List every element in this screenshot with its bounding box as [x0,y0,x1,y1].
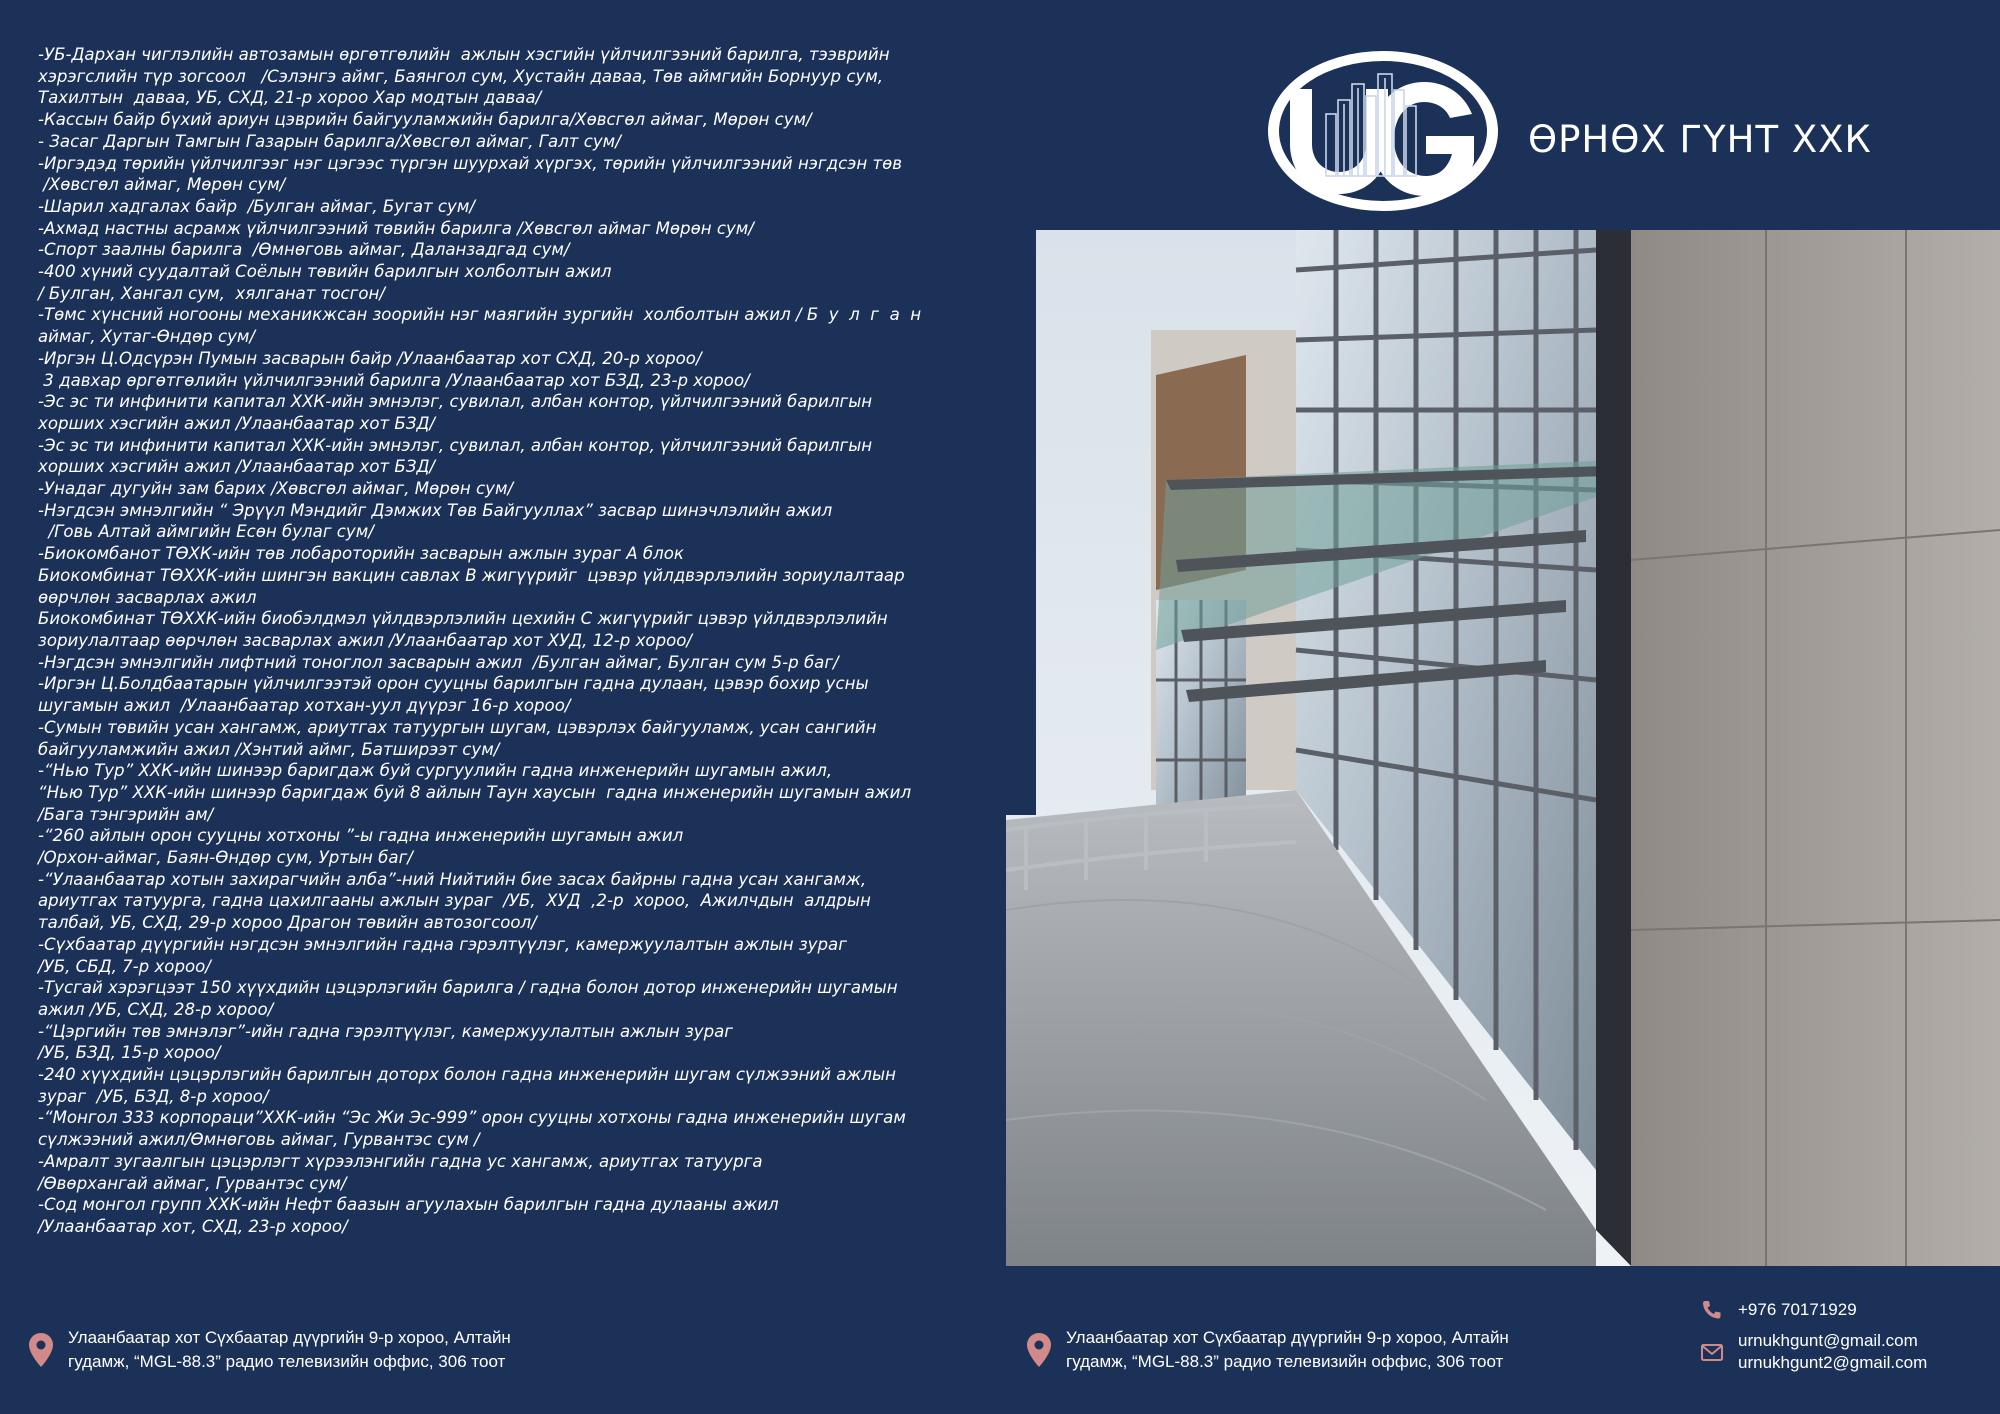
project-line: -“Улаанбаатар хотын захирагчийн алба”-ний Нийтийн бие засах байрны гадна усан хангамж, [38,869,867,889]
project-line: /Хөвсгөл аймаг, Мөрөн сум/ [38,175,286,195]
building-render-image [1006,230,2000,1266]
phone-number[interactable]: +976 70171929 [1738,1300,1857,1319]
footer-address-left [28,1326,511,1374]
project-line: -Төмс хүнсний ногооны механикжсан зоорийн нэг маягийн зургийн холболтын ажил / Б у л г а н [38,305,922,325]
project-line: -“Монгол 333 корпораци”ХХК-ийн “Эс Жи Эс-999” орон сууцны хотхоны гадна инженерийн шугам [38,1108,906,1128]
project-line: -Сүхбаатар дүүргийн нэгдсэн эмнэлгийн гадна гэрэлтүүлэг, камержуулалтын ажлын зураг [38,934,847,954]
project-line: байгууламжийн ажил /Хэнтий аймг, Батширээт сум/ [38,739,500,759]
project-line: -Шарил хадгалах байр /Булган аймаг, Бугат сум/ [38,196,475,216]
project-line: -240 хүүхдийн цэцэрлэгийн барилгын доторх болон гадна инженерийн шугам сүлжээний ажлын [38,1065,896,1085]
phone-icon [1700,1299,1724,1321]
project-line: -Иргэн Ц.Одсүрэн Пумын засварын байр /Улаанбаатар хот СХД, 20-р хороо/ [38,348,702,368]
email-row [1700,1330,1927,1374]
project-line: -УБ-Дархан чиглэлийн автозамын өргөтгөлийн ажлын хэсгийн үйлчилгээний барилга, тээврийн [38,45,890,64]
project-line: Тахилтын даваа, УБ, СХД, 21-р хороо Хар модтын даваа/ [38,88,542,108]
project-line: -Амралт зугаалгын цэцэрлэгт хүрээлэнгийн гадна ус хангамж, ариутгах татуурга [38,1151,763,1171]
mail-icon [1700,1342,1724,1364]
address-text [68,1326,511,1374]
contacts [1700,1298,1927,1374]
project-line: аймаг, Хутаг-Өндөр сум/ [38,327,256,347]
project-line: -Биокомбанот ТӨХК-ийн төв лобароторийн засварын ажлын зураг А блок [38,544,684,564]
project-line: -Тусгай хэрэгцээт 150 хүүхдийн цэцэрлэгийн барилга / гадна болон дотор инженерийн шугамын [38,978,898,998]
project-line: -Сумын төвийн усан хангамж, ариутгах татуургын шугам, цэвэрлэх байгууламж, усан сангийн [38,717,877,737]
project-line: -“260 айлын орон сууцны хотхоны ”-ы гадна инженерийн шугамын ажил [38,826,684,846]
project-line: -Иргэдэд төрийн үйлчилгээг нэг цэгээс түргэн шуурхай хүргэх, төрийн үйлчилгээний нэгдсэн төв [38,153,903,173]
project-line: -Ахмад настны асрамж үйлчилгээний төвийн барилга /Хөвсгөл аймаг Мөрөн сум/ [38,218,754,238]
project-line: -Нэгдсэн эмнэлгийн лифтний тоноглол засварын ажил /Булган аймаг, Булган сум 5-р баг/ [38,652,839,672]
email-primary[interactable]: urnukhgunt@gmail.com [1738,1331,1918,1350]
project-line: /Улаанбаатар хот, СХД, 23-р хороо/ [38,1216,348,1236]
address-line-2: гудамж, “MGL-88.3” радио телевизийн оффис, 306 тоот [1066,1352,1504,1371]
project-line: - Засаг Даргын Тамгын Газарын барилга/Хөвсгөл аймаг, Галт сум/ [38,131,621,151]
project-line: “Нью Тур” ХХК-ийн шинээр баригдаж буй 8 айлын Таун хаусын гадна инженерийн шугамын ажил [38,782,912,802]
company-name: ӨРНӨХ ГҮНТ ХХК [1528,118,1872,161]
email-secondary[interactable]: urnukhgunt2@gmail.com [1738,1353,1928,1372]
project-line: /Орхон-аймаг, Баян-Өндөр сум, Уртын баг/ [38,848,413,868]
location-pin-icon [1026,1332,1052,1368]
project-line: -Унадаг дугуйн зам барих /Хөвсгөл аймаг, Мөрөн сум/ [38,479,514,499]
project-line: ариутгах татуурга, гадна цахилгааны ажлын зураг /УБ, ХУД ,2-р хороо, Ажилчдын алдрын [38,891,871,911]
project-line: -“Нью Тур” ХХК-ийн шинээр баригдаж буй сургуулийн гадна инженерийн шугамын ажил, [38,761,833,781]
address-line-1: Улаанбаатар хот Сүхбаатар дүүргийн 9-р хороо, Алтайн [1066,1328,1509,1347]
project-line: хорших хэсгийн ажил /Улаанбаатар хот БЗД/ [38,413,436,433]
project-line: Биокомбинат ТӨХХК-ийн биобэлдмэл үйлдвэрлэлийн цехийн С жигүүрийг цэвэр үйлдвэрлэлийн [38,609,888,629]
project-line: /Говь Алтай аймгийн Есөн булаг сум/ [38,522,374,542]
project-line: талбай, УБ, СХД, 29-р хороо Драгон төвийн автозогсоол/ [38,913,537,933]
footer-address-right [1026,1326,1509,1374]
project-line: -Нэгдсэн эмнэлгийн “ Эрүүл Мэндийг Дэмжих Төв Байгууллах” засвар шинэчлэлийн ажил [38,500,833,520]
project-line: ажил /УБ, СХД, 28-р хороо/ [38,999,274,1019]
project-line: зориулалтаар өөрчлөн засварлах ажил /Улаанбаатар хот ХУД, 12-р хороо/ [38,630,693,650]
project-line: / Булган, Хангал сум, хялганат тосгон/ [38,283,385,303]
project-line: -Кассын байр бүхий ариун цэврийн байгууламжийн барилга/Хөвсгөл аймаг, Мөрөн сум/ [38,110,812,130]
project-line: -400 хүний суудалтай Соёлын төвийн барилгын холболтын ажил [38,262,612,282]
project-line: /Бага тэнгэрийн ам/ [38,804,214,824]
project-line: Биокомбинат ТӨХХК-ийн шингэн вакцин савлах В жигүүрийг цэвэр үйлдвэрлэлийн зориулалтаар [38,565,905,585]
project-line: /УБ, БЗД, 15-р хороо/ [38,1043,221,1063]
location-pin-icon [28,1332,54,1368]
address-text [1066,1326,1509,1374]
project-line: өөрчлөн засварлах ажил [38,587,257,607]
address-line-1: Улаанбаатар хот Сүхбаатар дүүргийн 9-р хороо, Алтайн [68,1328,511,1347]
ug-logo-icon [1264,44,1502,218]
project-line: -Эс эс ти инфинити капитал ХХК-ийн эмнэлэг, сувилал, албан контор, үйлчилгээний барилгын [38,392,873,412]
company-logo [1264,44,1502,218]
project-line: сүлжээний ажил/Өмнөговь аймаг, Гурвантэс сум / [38,1130,480,1150]
project-line: хорших хэсгийн ажил /Улаанбаатар хот БЗД/ [38,457,436,477]
project-line: -Спорт заалны барилга /Өмнөговь аймаг, Даланзадгад сум/ [38,240,570,260]
project-line: -Иргэн Ц.Болдбаатарын үйлчилгээтэй орон сууцны барилгын гадна дулаан, цэвэр бохир усны [38,674,869,694]
project-line: -“Цэргийн төв эмнэлэг”-ийн гадна гэрэлтүүлэг, камержуулалтын ажлын зураг [38,1021,734,1041]
project-line: 3 давхар өргөтгөлийн үйлчилгээний барилга /Улаанбаатар хот БЗД, 23-р хороо/ [38,370,750,390]
address-line-2: гудамж, “MGL-88.3” радио телевизийн оффис, 306 тоот [68,1352,506,1371]
project-line: зураг /УБ, БЗД, 8-р хороо/ [38,1086,269,1106]
project-line: -Сод монгол групп ХХК-ийн Нефт баазын агуулахын барилгын гадна дулааны ажил [38,1195,779,1215]
project-line: /Өвөрхангай аймаг, Гурвантэс сум/ [38,1173,347,1193]
project-line: -Эс эс ти инфинити капитал ХХК-ийн эмнэлэг, сувилал, албан контор, үйлчилгээний барилгын [38,435,873,455]
project-line: /УБ, СБД, 7-р хороо/ [38,956,211,976]
project-line: шугамын ажил /Улаанбаатар хотхан-уул дүүрэг 16-р хороо/ [38,696,571,716]
project-list [38,44,933,1238]
project-line: хэрэгслийн түр зогсоол /Сэлэнгэ аймг, Баянгол сум, Хустайн даваа, Төв аймгийн Борнуур сум, [38,66,884,86]
phone-row [1700,1298,1927,1322]
